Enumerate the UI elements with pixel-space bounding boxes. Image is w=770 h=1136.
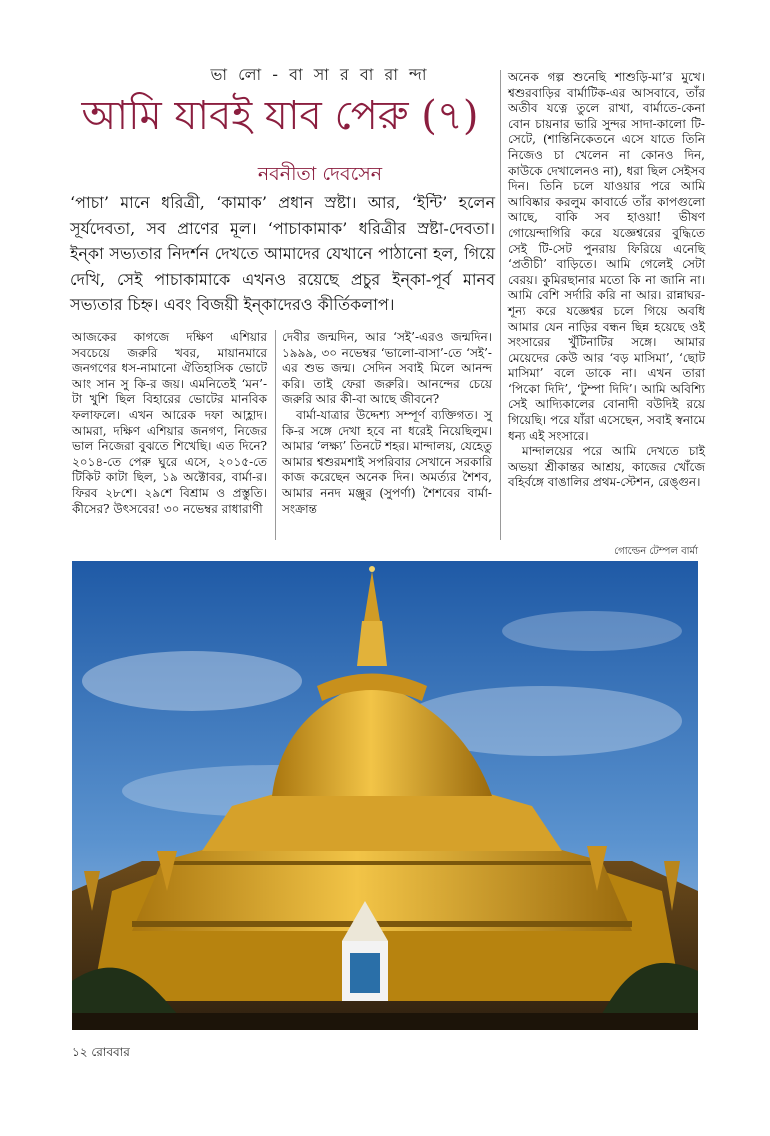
- paragraph: আজকের কাগজে দক্ষিণ এশিয়ার সবচেয়ে জরুরি খবর, মায়ানমারে জনগণের ধস-নামানো ঐতিহাসিক ভোটে আং সান সু কি-র জয়। এমনিতেই ‘মন’-টা খুশি ছিল বিহারের ভোটের মানবিক ফলাফলে। এখন আরেক দফা আহ্লাদ। আমরা, দক্ষিণ এশিয়ার জনগণ, নিজের ভাল নিজেরা বুঝতে শিখেছি। এত দিনে? ২০১৪-তে পেরু ঘুরে এসে, ২০১৫-তে টিকিট কাটা ছিল, ১৯ অক্টোবর, বার্মা-র। ফিরব ২৮শে। ২৯শে বিশ্রাম ও প্রস্তুতি। কীসের? উৎসবের! ৩০ নভেম্বর রাধারাণী: [72, 330, 267, 516]
- lead-paragraph: [70, 190, 495, 318]
- cloud: [502, 611, 682, 651]
- body-column-middle: [282, 330, 492, 517]
- column-series-name: ভা লো - বা সা র বা রা ন্দা: [210, 65, 430, 84]
- shrine-window: [350, 953, 380, 993]
- column-divider: [500, 70, 501, 540]
- page-number: ১২: [72, 1045, 88, 1059]
- cloud: [82, 651, 302, 711]
- magazine-name: রোববার: [91, 1045, 130, 1059]
- ground: [72, 1013, 698, 1030]
- body-column-right: [508, 70, 705, 491]
- paragraph: অনেক গল্প শুনেছি শাশুড়ি-মা’র মুখে। শ্বশুরবাড়ির বার্মাটিক-এর আসবাবে, তাঁর অতীব যত্নে তুলে রাখা, বার্মাতে-কেনা বোন চায়নার ভারি সুন্দর সাদা-কালো টি-সেটে, (শান্তিনিকেতনে এসে যাতে তিনি নিজেও চা খেলেন না কোনও দিন, কাউকে দেখালেনও না), ধরা ছিল সেইসব দিন। তিনি চলে যাওয়ার পরে আমি আবিষ্কার করলুম কাবার্ডে তাঁর কাপগুলো আছে, বাকি সব হাওয়া! ভীষণ গোয়েন্দাগিরি করে যজ্ঞেশ্বরের বুদ্ধিতে সেই টি-সেট পুনরায় ফিরিয়ে এনেছি ‘প্রতীচী’ বাড়িতে। আমি গেলেই সেটা বেরয়। কুমিরছানার মতো কি না জানি না। আমি বেশি সর্দারি করি না আর। রান্নাঘর-শূন্য করে যজ্ঞেশ্বর চলে গিয়ে অবধি আমার যেন নাড়ির বন্ধন ছিন্ন হয়েছে ওই সংসারের খুঁটিনাটির সঙ্গে। আমার মেয়েদের কেউ আর ‘বড় মাসিমা’, ‘ছোট মাসিমা’ বলে ডাকে না। এখন তারা ‘পিকো দিদি’, ‘টুম্পা দিদি’। আমি অবিশ্যি সেই আদ্যিকালের বোনাদী বউদিই রয়ে গিয়েছি। পরে যাঁরা এসেছেন, সবাই স্বনামে ধন্য এই সংসারে।: [508, 70, 705, 443]
- lead-text: ‘পাচা’ মানে ধরিত্রী, ‘কামাক’ প্রধান স্রষ্টা। আর, ‘ইন্টি’ হলেন সূর্যদেবতা, সব প্রাণের মূল। ‘পাচাকামাক’ ধরিত্রীর স্রষ্টা-দেবতা। ইন্কা সভ্যতার নিদর্শন দেখতে আমাদের যেখানে পাঠানো হল, গিয়ে দেখি, সেই পাচাকামাকে এখনও রয়েছে প্রচুর ইন্কা-পূর্ব মানব সভ্যতার চিহ্ন। এবং বিজয়ী ইন্কাদেরও কীর্তিকলাপ।: [70, 193, 495, 314]
- paragraph: বার্মা-যাত্রার উদ্দেশ্য সম্পূর্ণ ব্যক্তিগত। সু কি-র সঙ্গে দেখা হবে না ধরেই নিয়েছিলুম। আমার ‘লক্ষ্য’ তিনটে শহর। মান্দালয়, যেহেতু আমার শ্বশুরমশাই সপরিবার সেখানে সরকারি কাজ করেছেন অনেক দিন। অমর্ত্যর শৈশব, আমার ননদ মঞ্জুর (সুপর্ণা) শৈশবের বার্মা-সংক্রান্ত: [282, 407, 492, 516]
- terrace-band: [162, 861, 602, 865]
- terrace-band: [132, 921, 632, 927]
- paragraph: দেবীর জন্মদিন, আর ‘সই’-এরও জন্মদিন। ১৯৯৯, ৩০ নভেম্বর ‘ভালো-বাসা’-তে ‘সই’-এর শুভ জন্ম। সেদিন সবাই মিলে আনন্দ করি। তাই ফেরা জরুরি। আনন্দের চেয়ে জরুরি আর কী-বা আছে জীবনে?: [282, 330, 492, 407]
- author-name: নবনীতা দেবসেন: [257, 163, 383, 185]
- photo-caption: গোল্ডেন টেম্পল বার্মা: [614, 546, 698, 557]
- body-column-left: [72, 330, 267, 517]
- golden-temple-photo: [72, 561, 698, 1030]
- paragraph: মান্দালয়ের পরে আমি দেখতে চাই অভয়া শ্রীকান্তর আশ্রয়, কাজের খোঁজে বহির্বঙ্গে বাঙালির প্রথম-স্টেশন, রেঙ্গুন।: [508, 444, 705, 490]
- column-divider: [275, 330, 276, 540]
- pagoda-illustration: [72, 561, 698, 1030]
- stupa-neck: [357, 621, 387, 666]
- article-title: আমি যাবই যাব পেরু (৭): [81, 93, 479, 139]
- page-footer: [72, 1044, 130, 1064]
- spire-finial: [369, 566, 375, 572]
